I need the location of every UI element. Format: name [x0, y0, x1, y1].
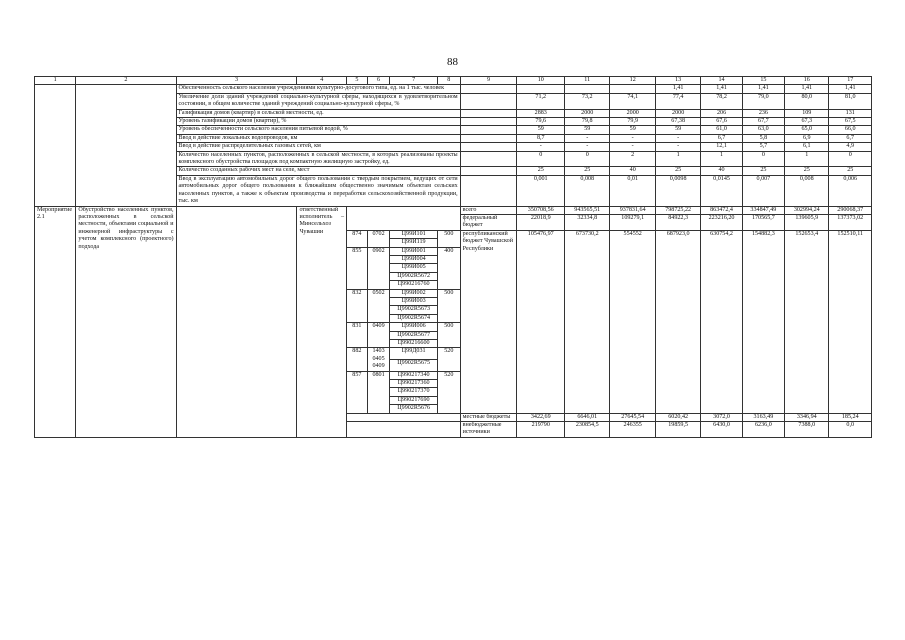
- csr-code: Ц99И119: [390, 239, 438, 247]
- indicator-value: 109: [785, 109, 829, 117]
- funding-source: республиканский бюджет Чувашской Республики: [460, 230, 517, 413]
- indicator-value: 2883: [517, 109, 565, 117]
- funding-source: местные бюджеты: [460, 413, 517, 421]
- indicator-value: 131: [829, 109, 872, 117]
- funding-value: 6430,0: [701, 422, 742, 438]
- funding-value: 230854,5: [565, 422, 610, 438]
- header-cell: 6: [367, 77, 390, 85]
- funding-value: 6020,42: [655, 413, 700, 421]
- funding-value: 105476,97: [517, 230, 565, 413]
- funding-value: 863472,4: [701, 206, 742, 214]
- csr-code: Ц990216760: [390, 281, 438, 289]
- program-table: [34, 76, 872, 438]
- indicator-value: 0: [829, 151, 872, 167]
- csr-code: Ц990217360: [390, 380, 438, 388]
- indicator-value: 5,7: [742, 143, 784, 151]
- indicator-value: 66,0: [829, 126, 872, 134]
- indicator-value: 77,4: [655, 93, 700, 109]
- funding-value: 139605,9: [785, 214, 829, 230]
- csr-code: Ц99И003: [390, 297, 438, 305]
- funding-value: 170565,7: [742, 214, 784, 230]
- vr-code: 520: [437, 348, 460, 371]
- indicator-value: 0: [517, 151, 565, 167]
- funding-source: внебюджетные источники: [460, 422, 517, 438]
- csr-code: Ц99И001: [390, 247, 438, 255]
- indicator-row: [35, 85, 872, 93]
- csr-code: Ц9902R5677: [390, 331, 438, 339]
- indicator-value: -: [610, 134, 655, 142]
- header-cell: 10: [517, 77, 565, 85]
- header-cell: 15: [742, 77, 784, 85]
- funding-value: 152653,4: [785, 230, 829, 413]
- indicator-value: 79,0: [742, 93, 784, 109]
- indicator-value: 1,41: [655, 85, 700, 93]
- csr-code: Ц990216600: [390, 340, 438, 348]
- funding-value: 84922,3: [655, 214, 700, 230]
- indicator-value: 25: [785, 167, 829, 175]
- indicator-value: 25: [829, 167, 872, 175]
- indicator-value: 67,5: [829, 118, 872, 126]
- header-cell: 8: [437, 77, 460, 85]
- indicator-value: 1,41: [829, 85, 872, 93]
- header-cell: 16: [785, 77, 829, 85]
- rzpr-code: 1403 0405 0409: [367, 348, 390, 371]
- indicator-row: [35, 118, 872, 126]
- indicator-row: [35, 109, 872, 117]
- indicator-value: 67,6: [701, 118, 742, 126]
- header-cell: 4: [297, 77, 347, 85]
- indicator-text: Уровень обеспеченности сельского населения питьевой водой, %: [176, 126, 460, 134]
- indicator-row: [35, 151, 872, 167]
- csr-code: Ц990217690: [390, 396, 438, 404]
- rzpr-code: 0801: [367, 371, 390, 413]
- event-responsible: ответственный исполнитель – Минсельхоз Чувашии: [297, 206, 347, 437]
- indicator-value: -: [565, 134, 610, 142]
- indicator-value: [517, 85, 565, 93]
- indicator-value: 59: [565, 126, 610, 134]
- indicator-value: 1: [655, 151, 700, 167]
- indicator-value: 0: [742, 151, 784, 167]
- indicator-value: 67,7: [742, 118, 784, 126]
- csr-code: Ц9902R5673: [390, 306, 438, 314]
- header-cell: 7: [390, 77, 438, 85]
- csr-code: Ц9902R5674: [390, 314, 438, 322]
- vr-code: 500: [437, 289, 460, 323]
- vr-code: 500: [437, 230, 460, 247]
- indicator-value: -: [655, 143, 700, 151]
- csr-code: Ц99И002: [390, 289, 438, 297]
- grbs-code: 855: [347, 247, 368, 289]
- indicator-value: 40: [701, 167, 742, 175]
- indicator-value: 1,41: [785, 85, 829, 93]
- indicator-value: 6,9: [785, 134, 829, 142]
- header-row: [35, 77, 872, 85]
- csr-code: Ц9902R5676: [390, 405, 438, 413]
- indicator-value: 74,1: [610, 93, 655, 109]
- page-number: 88: [447, 56, 458, 68]
- indicator-value: 0,008: [785, 175, 829, 206]
- indicator-value: 2000: [610, 109, 655, 117]
- funding-value: 246355: [610, 422, 655, 438]
- indicator-value: 67,38: [655, 118, 700, 126]
- rzpr-code: 0702: [367, 230, 390, 247]
- header-cell: 3: [176, 77, 297, 85]
- indicator-value: 25: [742, 167, 784, 175]
- rzpr-code: 0902: [367, 247, 390, 289]
- indicator-text: Количество созданных рабочих мест на селе, мест: [176, 167, 460, 175]
- funding-value: 0,0: [829, 422, 872, 438]
- indicator-row: [35, 175, 872, 206]
- indicator-value: 0,0098: [655, 175, 700, 206]
- indicator-value: 59: [610, 126, 655, 134]
- funding-value: 290068,37: [829, 206, 872, 214]
- header-cell: 1: [35, 77, 76, 85]
- csr-code: Ц99И005: [390, 264, 438, 272]
- indicator-value: 5,8: [742, 134, 784, 142]
- grbs-code: 857: [347, 371, 368, 413]
- funding-value: 32334,8: [565, 214, 610, 230]
- funding-value: 302994,24: [785, 206, 829, 214]
- funding-value: 687923,0: [655, 230, 700, 413]
- indicator-value: [610, 85, 655, 93]
- funding-value: 219790: [517, 422, 565, 438]
- vr-code: 520: [437, 371, 460, 413]
- funding-value: 185,24: [829, 413, 872, 421]
- indicator-value: 6,7: [829, 134, 872, 142]
- header-cell: 5: [347, 77, 368, 85]
- indicator-value: 1,41: [742, 85, 784, 93]
- funding-value: 22018,9: [517, 214, 565, 230]
- indicator-value: 0,007: [742, 175, 784, 206]
- csr-code: Ц99И006: [390, 323, 438, 331]
- indicator-text: Увеличение доли зданий учреждений социально-культурной сферы, находящихся в удовлетворительном состоянии, в общем количестве зданий учреждений социально-культурной сферы, %: [176, 93, 460, 109]
- indicator-value: 8,7: [517, 134, 565, 142]
- indicator-value: -: [655, 134, 700, 142]
- indicator-value: 65,0: [785, 126, 829, 134]
- indicator-row: [35, 167, 872, 175]
- indicator-value: 0,006: [829, 175, 872, 206]
- indicator-row: [35, 143, 872, 151]
- indicator-value: 59: [655, 126, 700, 134]
- indicator-value: 81,0: [829, 93, 872, 109]
- indicator-value: 25: [655, 167, 700, 175]
- indicator-value: 1: [701, 151, 742, 167]
- indicator-value: 78,2: [701, 93, 742, 109]
- funding-value: 3422,69: [517, 413, 565, 421]
- indicator-value: 236: [742, 109, 784, 117]
- indicator-value: 25: [565, 167, 610, 175]
- indicator-value: 206: [701, 109, 742, 117]
- funding-value: 334847,49: [742, 206, 784, 214]
- indicator-value: 59: [517, 126, 565, 134]
- indicator-text: Ввод в эксплуатацию автомобильных дорог общего пользования с твердым покрытием, ведущих от сети автомобильных дорог общего пользования к ближайшим общественно значимым объектам сельских населенных пунктов, а также к объектам производства и переработки сельскохозяйственной продукции, тыс. км: [176, 175, 460, 206]
- header-cell: 13: [655, 77, 700, 85]
- funding-value: 19859,5: [655, 422, 700, 438]
- funding-value: 943565,51: [565, 206, 610, 214]
- indicator-value: [565, 85, 610, 93]
- indicator-value: 73,2: [565, 93, 610, 109]
- indicator-text: Количество населенных пунктов, расположенных в сельской местности, в которых реализованы проекты комплексного обустройства площадок под компактную жилищную застройку, ед.: [176, 151, 460, 167]
- indicator-text: Ввод в действие локальных водопроводов, км: [176, 134, 460, 142]
- vr-code: 500: [437, 323, 460, 348]
- funding-value: 3163,49: [742, 413, 784, 421]
- indicator-value: -: [565, 143, 610, 151]
- indicator-value: 4,9: [829, 143, 872, 151]
- funding-source: федеральный бюджет: [460, 214, 517, 230]
- indicator-value: 1: [785, 151, 829, 167]
- indicator-value: 25: [517, 167, 565, 175]
- indicator-text: Газификация домов (квартир) в сельской местности, ед.: [176, 109, 460, 117]
- funding-value: 109279,1: [610, 214, 655, 230]
- indicator-value: 2: [610, 151, 655, 167]
- funding-value: 630754,2: [701, 230, 742, 413]
- indicator-value: 79,6: [517, 118, 565, 126]
- csr-code: Ц990217340: [390, 371, 438, 379]
- csr-code: Ц9902R5675: [390, 360, 438, 372]
- funding-value: 154882,3: [742, 230, 784, 413]
- grbs-code: 882: [347, 348, 368, 371]
- indicator-value: 6,7: [701, 134, 742, 142]
- indicator-value: -: [517, 143, 565, 151]
- indicator-value: 12,1: [701, 143, 742, 151]
- indicator-value: 0,001: [517, 175, 565, 206]
- grbs-code: 831: [347, 323, 368, 348]
- indicator-row: [35, 126, 872, 134]
- indicator-value: 40: [610, 167, 655, 175]
- indicator-row: [35, 134, 872, 142]
- funding-value: 7388,0: [785, 422, 829, 438]
- indicator-value: 61,0: [701, 126, 742, 134]
- grbs-code: 874: [347, 230, 368, 247]
- funding-value: 937831,64: [610, 206, 655, 214]
- indicator-value: -: [610, 143, 655, 151]
- indicator-text: Обеспеченность сельского населения учреждениями культурно-досугового типа, ед. на 1 тыс. человек: [176, 85, 460, 93]
- indicator-value: 2000: [565, 109, 610, 117]
- indicator-value: 80,0: [785, 93, 829, 109]
- event-row: [35, 206, 872, 214]
- funding-value: 3346,94: [785, 413, 829, 421]
- funding-source: всего: [460, 206, 517, 214]
- rzpr-code: 0502: [367, 289, 390, 323]
- funding-value: 6236,0: [742, 422, 784, 438]
- indicator-value: 79,8: [565, 118, 610, 126]
- event-label: Мероприятие 2.1: [35, 206, 76, 437]
- funding-value: 554552: [610, 230, 655, 413]
- indicator-value: 0,008: [565, 175, 610, 206]
- indicator-row: [35, 93, 872, 109]
- header-cell: 12: [610, 77, 655, 85]
- csr-code: Ц99И004: [390, 255, 438, 263]
- funding-value: 350708,56: [517, 206, 565, 214]
- funding-value: 6646,01: [565, 413, 610, 421]
- header-cell: 11: [565, 77, 610, 85]
- csr-code: Ц990217370: [390, 388, 438, 396]
- indicator-text: Ввод в действие распределительных газовых сетей, км: [176, 143, 460, 151]
- funding-value: 137373,02: [829, 214, 872, 230]
- header-cell: 14: [701, 77, 742, 85]
- indicator-value: 63,0: [742, 126, 784, 134]
- csr-code: Ц9902R5672: [390, 272, 438, 280]
- indicator-value: 0: [565, 151, 610, 167]
- funding-value: 27645,54: [610, 413, 655, 421]
- header-cell: 17: [829, 77, 872, 85]
- funding-value: 223216,20: [701, 214, 742, 230]
- funding-value: 3072,0: [701, 413, 742, 421]
- indicator-value: 2000: [655, 109, 700, 117]
- indicator-value: 6,1: [785, 143, 829, 151]
- event-name: Обустройство населенных пунктов, расположенных в сельской местности, объектами социальной и инженерной инфраструктуры с учетом комплексного (проектного) подхода: [76, 206, 176, 437]
- rzpr-code: 0409: [367, 323, 390, 348]
- indicator-value: 79,9: [610, 118, 655, 126]
- funding-value: 673730,2: [565, 230, 610, 413]
- indicator-value: 1,41: [701, 85, 742, 93]
- funding-value: 152510,11: [829, 230, 872, 413]
- grbs-code: 832: [347, 289, 368, 323]
- header-cell: 9: [460, 77, 517, 85]
- csr-code: Ц99Д031: [390, 348, 438, 360]
- csr-code: Ц99И101: [390, 230, 438, 238]
- vr-code: 400: [437, 247, 460, 289]
- indicator-value: 0,0145: [701, 175, 742, 206]
- funding-value: 798725,22: [655, 206, 700, 214]
- header-cell: 2: [76, 77, 176, 85]
- indicator-value: 0,01: [610, 175, 655, 206]
- indicator-text: Уровень газификации домов (квартир), %: [176, 118, 460, 126]
- indicator-value: 67,3: [785, 118, 829, 126]
- indicator-value: 71,2: [517, 93, 565, 109]
